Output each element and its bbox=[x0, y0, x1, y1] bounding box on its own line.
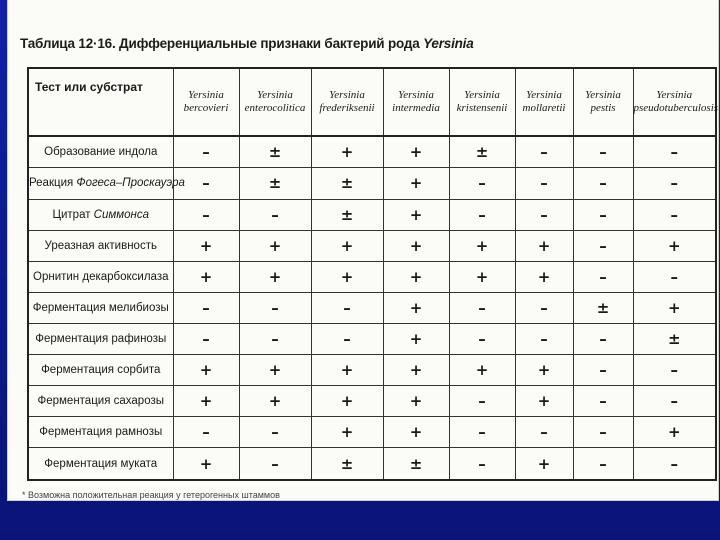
table-cell: – bbox=[633, 386, 716, 417]
table-cell: – bbox=[515, 292, 573, 323]
column-species: frederiksenii bbox=[319, 102, 375, 114]
row-label bbox=[28, 261, 173, 292]
table-cell: + bbox=[515, 261, 573, 292]
table-body bbox=[28, 136, 716, 480]
row-label bbox=[28, 199, 173, 230]
table-cell: – bbox=[633, 355, 716, 386]
table-cell: – bbox=[449, 199, 515, 230]
column-header bbox=[449, 68, 515, 136]
footnote: * Возможна положительная реакция у гетерогенных штаммов bbox=[22, 490, 280, 500]
column-genus: Yersinia bbox=[398, 89, 434, 101]
table-cell: + bbox=[239, 355, 311, 386]
column-header bbox=[311, 68, 383, 136]
row-label-text: Ферментация сорбита bbox=[41, 364, 161, 377]
table-cell: + bbox=[383, 136, 449, 168]
row-label bbox=[28, 323, 173, 354]
table-cell: – bbox=[515, 168, 573, 199]
table-cell: ± bbox=[573, 292, 633, 323]
column-species: bercovieri bbox=[183, 102, 229, 114]
row-label bbox=[28, 417, 173, 448]
table-cell: + bbox=[311, 355, 383, 386]
table-row bbox=[28, 323, 716, 354]
table-cell: – bbox=[573, 355, 633, 386]
table-cell: + bbox=[515, 386, 573, 417]
table-cell: + bbox=[515, 448, 573, 480]
table-cell: – bbox=[173, 323, 239, 354]
table-cell: – bbox=[573, 168, 633, 199]
column-genus: Yersinia bbox=[329, 89, 365, 101]
table-cell: – bbox=[573, 448, 633, 480]
table-cell: – bbox=[515, 199, 573, 230]
row-label-text: Уреазная активность bbox=[44, 239, 157, 252]
table-row bbox=[28, 386, 716, 417]
table-cell: ± bbox=[311, 199, 383, 230]
table-cell: – bbox=[573, 323, 633, 354]
row-label-text: Ферментация рамнозы bbox=[39, 426, 163, 439]
table-cell: + bbox=[515, 230, 573, 261]
table-cell: + bbox=[173, 355, 239, 386]
table-caption bbox=[20, 36, 710, 51]
column-species: pseudotuberculosis bbox=[633, 102, 719, 114]
table-cell: + bbox=[383, 292, 449, 323]
table-cell: + bbox=[633, 292, 716, 323]
header-row bbox=[28, 68, 716, 136]
table-cell: – bbox=[449, 292, 515, 323]
row-label-text: Цитрат bbox=[52, 208, 94, 221]
table-row bbox=[28, 417, 716, 448]
column-genus: Yersinia bbox=[526, 89, 562, 101]
column-species: enterocolitica bbox=[244, 102, 306, 114]
table-cell: + bbox=[311, 386, 383, 417]
table-cell: + bbox=[383, 417, 449, 448]
table-cell: – bbox=[173, 292, 239, 323]
row-label bbox=[28, 136, 173, 168]
table-row bbox=[28, 136, 716, 168]
row-label-text: Ферментация муката bbox=[44, 457, 158, 470]
table-cell: – bbox=[449, 448, 515, 480]
row-label-text: Ферментация рафинозы bbox=[35, 333, 167, 346]
table-cell: – bbox=[311, 323, 383, 354]
column-header bbox=[633, 68, 719, 136]
table-cell: – bbox=[633, 199, 716, 230]
table-cell: ± bbox=[311, 168, 383, 199]
table-cell: + bbox=[383, 261, 449, 292]
column-genus: Yersinia bbox=[257, 89, 293, 101]
row-label bbox=[28, 386, 173, 417]
table-cell: – bbox=[573, 417, 633, 448]
column-header bbox=[383, 68, 449, 136]
column-genus: Yersinia bbox=[464, 89, 500, 101]
table-cell: + bbox=[239, 230, 311, 261]
column-header bbox=[239, 68, 311, 136]
table-cell: – bbox=[515, 417, 573, 448]
table-cell: – bbox=[633, 168, 716, 199]
table-cell: – bbox=[573, 261, 633, 292]
table-cell: – bbox=[573, 230, 633, 261]
row-label-italic: Симмонса bbox=[93, 208, 150, 221]
table-cell: – bbox=[173, 136, 239, 168]
table-cell: – bbox=[633, 448, 716, 480]
table-cell: + bbox=[633, 230, 716, 261]
row-label-italic: Фогеса–Проскауэра bbox=[76, 177, 185, 190]
table-cell: + bbox=[311, 417, 383, 448]
table-cell: – bbox=[239, 417, 311, 448]
table-cell: ± bbox=[633, 323, 716, 354]
caption-genus: Yersinia bbox=[423, 36, 474, 51]
table-cell: + bbox=[383, 355, 449, 386]
table-row bbox=[28, 355, 716, 386]
column-species: mollaretii bbox=[522, 102, 566, 114]
table-cell: + bbox=[173, 261, 239, 292]
table-cell: + bbox=[239, 261, 311, 292]
row-label bbox=[28, 230, 173, 261]
scanned-page bbox=[8, 0, 718, 500]
table-cell: – bbox=[449, 417, 515, 448]
row-label-text: Реакция bbox=[29, 177, 77, 190]
row-label bbox=[28, 355, 173, 386]
table-cell: + bbox=[515, 355, 573, 386]
table-cell: + bbox=[383, 386, 449, 417]
table-cell: – bbox=[173, 199, 239, 230]
table-cell: + bbox=[239, 386, 311, 417]
column-header bbox=[173, 68, 239, 136]
column-species: pestis bbox=[590, 102, 616, 114]
table-cell: – bbox=[573, 199, 633, 230]
table-cell: – bbox=[515, 323, 573, 354]
row-label-text: Образование индола bbox=[44, 146, 158, 159]
table-cell: + bbox=[449, 230, 515, 261]
table-cell: – bbox=[173, 417, 239, 448]
column-species: intermedia bbox=[392, 102, 440, 114]
table-cell: ± bbox=[311, 448, 383, 480]
column-genus: Yersinia bbox=[188, 89, 224, 101]
differential-table bbox=[27, 67, 717, 481]
column-genus: Yersinia bbox=[585, 89, 621, 101]
table-cell: – bbox=[239, 323, 311, 354]
table-cell: – bbox=[573, 386, 633, 417]
row-label bbox=[28, 168, 185, 199]
table-cell: + bbox=[633, 417, 716, 448]
table-cell: + bbox=[383, 230, 449, 261]
table-cell: – bbox=[239, 292, 311, 323]
table-cell: + bbox=[383, 199, 449, 230]
table-cell: – bbox=[633, 261, 716, 292]
table-row bbox=[28, 292, 716, 323]
table-cell: – bbox=[515, 136, 573, 168]
table-cell: + bbox=[311, 230, 383, 261]
table-cell: + bbox=[173, 386, 239, 417]
table-cell: – bbox=[173, 168, 239, 199]
corner-header: Тест или субстрат bbox=[28, 68, 173, 136]
row-label-text: Ферментация сахарозы bbox=[37, 395, 165, 408]
table-cell: – bbox=[633, 136, 716, 168]
row-label-text: Ферментация мелибиозы bbox=[32, 301, 169, 314]
table-row bbox=[28, 199, 716, 230]
table-cell: + bbox=[449, 355, 515, 386]
row-label bbox=[28, 292, 173, 323]
table-row bbox=[28, 448, 716, 480]
table-cell: – bbox=[449, 386, 515, 417]
column-genus: Yersinia bbox=[656, 89, 693, 101]
row-label-text: Орнитин декарбоксилаза bbox=[33, 270, 169, 283]
table-cell: + bbox=[173, 230, 239, 261]
table-cell: – bbox=[239, 199, 311, 230]
table-cell: ± bbox=[239, 168, 311, 199]
table-cell: – bbox=[449, 168, 515, 199]
table-cell: + bbox=[311, 261, 383, 292]
column-species: kristensenii bbox=[456, 102, 508, 114]
column-header bbox=[515, 68, 573, 136]
table-cell: – bbox=[449, 323, 515, 354]
table-cell: + bbox=[173, 448, 239, 480]
table-row bbox=[28, 168, 716, 199]
table-cell: – bbox=[573, 136, 633, 168]
table-cell: + bbox=[449, 261, 515, 292]
table-cell: ± bbox=[239, 136, 311, 168]
table-cell: + bbox=[383, 168, 449, 199]
row-label bbox=[28, 448, 173, 480]
caption-text: Таблица 12·16. Дифференциальные признаки бактерий рода bbox=[20, 36, 420, 51]
table-row bbox=[28, 230, 716, 261]
table-cell: – bbox=[311, 292, 383, 323]
table-cell: – bbox=[239, 448, 311, 480]
table-cell: ± bbox=[383, 448, 449, 480]
table-cell: + bbox=[383, 323, 449, 354]
table-cell: ± bbox=[449, 136, 515, 168]
table-cell: + bbox=[311, 136, 383, 168]
column-header bbox=[573, 68, 633, 136]
table-row bbox=[28, 261, 716, 292]
